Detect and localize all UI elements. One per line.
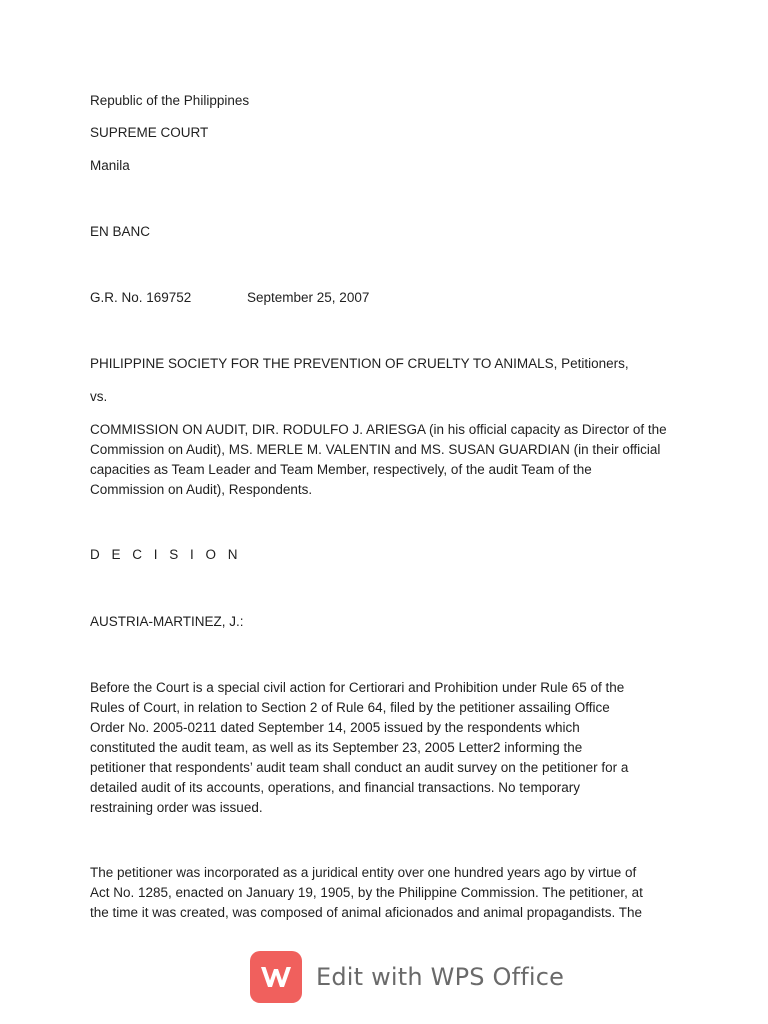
- division-label: EN BANC: [90, 224, 151, 239]
- case-date: September 25, 2007: [247, 290, 370, 305]
- respondents-line: capacities as Team Leader and Team Member, respectively, of the audit Team of the: [90, 462, 592, 477]
- wps-edit-banner[interactable]: [250, 950, 564, 1004]
- wps-edit-label[interactable]: Edit with WPS Office: [316, 963, 565, 991]
- respondents-block: [90, 420, 690, 500]
- header-city: Manila: [90, 158, 130, 173]
- respondents-line: Commission on Audit), Respondents.: [90, 482, 313, 497]
- paragraph-2: [90, 863, 690, 923]
- paragraph-line: Before the Court is a special civil action for Certiorari and Prohibition under Rule 65 of the: [90, 680, 625, 695]
- paragraph-line: the time it was created, was composed of animal aficionados and animal propagandists. The: [90, 905, 643, 920]
- paragraph-line: petitioner that respondents’ audit team shall conduct an audit survey on the petitioner for a: [90, 760, 629, 775]
- wps-logo-icon: [250, 951, 302, 1003]
- paragraph-line: Rules of Court, in relation to Section 2 of Rule 64, filed by the petitioner assailing Office: [90, 700, 610, 715]
- paragraph-1: [90, 678, 690, 818]
- petitioner-line: PHILIPPINE SOCIETY FOR THE PREVENTION OF CRUELTY TO ANIMALS, Petitioners,: [90, 356, 629, 371]
- paragraph-line: The petitioner was incorporated as a juridical entity over one hundred years ago by virtue of: [90, 865, 637, 880]
- case-number: G.R. No. 169752: [90, 290, 192, 305]
- header-court: SUPREME COURT: [90, 125, 209, 140]
- versus-label: vs.: [90, 389, 108, 404]
- header-republic: Republic of the Philippines: [90, 93, 250, 108]
- respondents-line: COMMISSION ON AUDIT, DIR. RODULFO J. ARIESGA (in his official capacity as Director of the: [90, 422, 667, 437]
- paragraph-line: constituted the audit team, as well as its September 23, 2005 Letter2 informing the: [90, 740, 583, 755]
- ponente-label: AUSTRIA-MARTINEZ, J.:: [90, 614, 244, 629]
- respondents-line: Commission on Audit), MS. MERLE M. VALENTIN and MS. SUSAN GUARDIAN (in their official: [90, 442, 661, 457]
- wps-w-icon: [258, 962, 294, 992]
- paragraph-line: restraining order was issued.: [90, 800, 263, 815]
- paragraph-line: detailed audit of its accounts, operations, and financial transactions. No temporary: [90, 780, 581, 795]
- paragraph-line: Act No. 1285, enacted on January 19, 1905, by the Philippine Commission. The petitioner, at: [90, 885, 643, 900]
- decision-title: D E C I S I O N: [90, 547, 242, 562]
- paragraph-line: Order No. 2005-0211 dated September 14, 2005 issued by the respondents which: [90, 720, 580, 735]
